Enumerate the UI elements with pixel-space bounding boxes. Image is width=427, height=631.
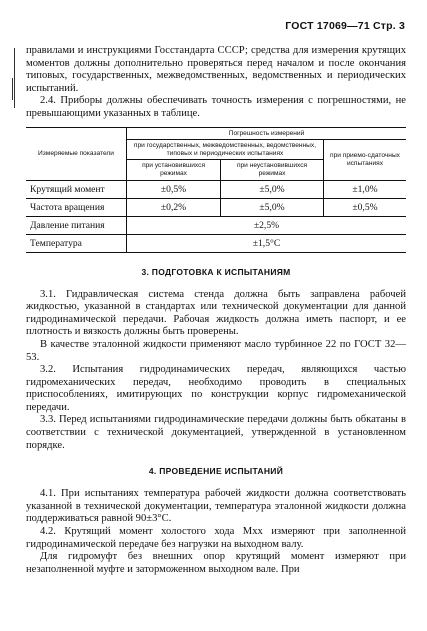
cell-value: ±2,5% <box>127 216 407 234</box>
section-heading: 4. ПРОВЕДЕНИЕ ИСПЫТАНИЙ <box>148 466 284 477</box>
column-header-acceptance-tests: при приемо-сдаточных испытаниях <box>324 140 407 180</box>
page-content <box>26 45 406 576</box>
margin-mark <box>14 48 15 108</box>
column-header-established: при установившихся режимах <box>127 160 221 180</box>
table-row <box>26 180 406 198</box>
row-label: Крутящий момент <box>26 180 127 198</box>
cell-value: ±5,0% <box>221 198 324 216</box>
table-row <box>26 198 406 216</box>
cell-value: ±5,0% <box>221 180 324 198</box>
row-label: Давление питания <box>26 216 127 234</box>
row-label: Температура <box>26 234 127 252</box>
paragraph: 2.4. Приборы должны обеспечивать точность измерения с погрешностями, не превышающими указанных в таблице. <box>26 95 406 119</box>
column-header-indicator: Измеряемые показатели <box>26 127 127 180</box>
cell-value: ±1,5°С <box>127 234 407 252</box>
paragraph: 3.3. Перед испытаниями гидродинамические передачи должны быть обкатаны в соответствии с технической документацией, утвержденной в установленном порядке. <box>26 414 406 451</box>
paragraph: Для гидромуфт без внешних опор крутящий момент измеряют при незаполненной муфте и заторможенном выходном вале. При <box>26 551 406 575</box>
column-header-unsteady: при неустановившихся режимах <box>221 160 324 180</box>
paragraph: 3.1. Гидравлическая система стенда должна быть заправлена рабочей жидкостью, указанной в стандартах или технической документации для данной гидродинамической передачи. Рабочая жидкость должна иметь паспорт, и ее плотность и вязкость должны быть проверены. <box>26 288 406 338</box>
cell-value: ±0,5% <box>127 180 221 198</box>
paragraph: 4.1. При испытаниях температура рабочей жидкости должна соответствовать указанной в технической документации, температура эталонной жидкости должна поддерживаться равной 90±3°С. <box>26 488 406 525</box>
paragraph: 4.2. Крутящий момент холостого хода Mхх измеряют при заполненной гидродинамической передаче без нагрузки на выходном валу. <box>26 526 406 550</box>
paragraph: 3.2. Испытания гидродинамических передач, являющихся частью гидромеханических передач, необходимо проводить в специальных приспособлениях, имитирующих по конструкции корпус гидромеханической передачи. <box>26 364 406 413</box>
section-heading: 3. ПОДГОТОВКА К ИСПЫТАНИЯМ <box>141 266 291 277</box>
cell-value: ±0,5% <box>324 198 407 216</box>
table-header-row <box>26 127 406 140</box>
column-header-state-tests: при государственных, межведомственных, ведомственных, типовых и периодических испытаниях <box>127 140 324 160</box>
accuracy-table <box>26 127 406 253</box>
table-row <box>26 234 406 252</box>
column-header-error: Погрешность измерений <box>127 127 407 140</box>
table-row <box>26 216 406 234</box>
page-header: ГОСТ 17069—71 Стр. 3 <box>285 20 405 32</box>
margin-mark <box>12 78 13 100</box>
row-label: Частота вращения <box>26 198 127 216</box>
paragraph: правилами и инструкциями Госстандарта СССР; средства для измерения крутящих моментов должны дополнительно проверяться перед началом и после окончания типовых, государственных, межведомственных, ведомственных и периодических испытаний. <box>26 45 406 94</box>
cell-value: ±0,2% <box>127 198 221 216</box>
cell-value: ±1,0% <box>324 180 407 198</box>
paragraph: В качестве эталонной жидкости применяют масло турбинное 22 по ГОСТ 32—53. <box>26 338 406 363</box>
